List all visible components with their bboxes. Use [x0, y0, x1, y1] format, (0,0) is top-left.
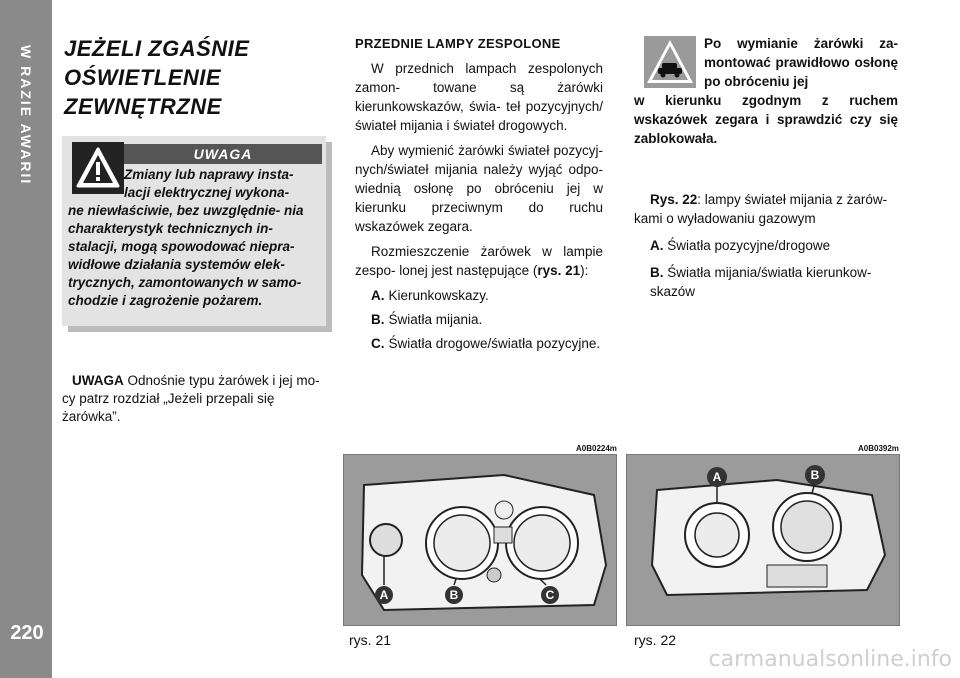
callout-a: A [712, 470, 722, 484]
figure-label: rys. 22 [634, 632, 677, 648]
warning-text [68, 166, 322, 310]
list-item: C. Światła drogowe/światła pozycyjne. [371, 336, 601, 351]
list-item: A. Światła pozycyjne/drogowe [650, 238, 831, 253]
figure-code: A0B0392m [858, 444, 899, 453]
notice-section [634, 34, 898, 154]
warning-lead: Zmiany lub naprawy insta- lacji elektrycznej wykona- [124, 167, 294, 200]
paragraph-2: Aby wymienić żarówki świateł pozycyj- nych/świateł mijania należy wyjąć odpo- wiednią osłonę po obróceniu jej w kierunku przeciwnym do ruchu wskazówek zegara. [355, 143, 603, 234]
car-on-ramp-icon [644, 36, 696, 88]
title-line-1: JEŻELI ZGAŚNIE [64, 36, 250, 61]
callout-b: B [449, 588, 459, 602]
callout-c: C [545, 588, 555, 602]
section-title: W RAZIE AWARII [18, 45, 34, 186]
title-line-3: ZEWNĘTRZNE [64, 94, 222, 119]
note-paragraph [62, 372, 332, 426]
headlamp-figure-22 [626, 454, 900, 626]
warning-title: UWAGA [124, 144, 322, 164]
note-label: UWAGA [72, 373, 124, 388]
page-number: 220 [10, 622, 44, 644]
callout-a: A [379, 588, 389, 602]
figure-code: A0B0224m [576, 444, 617, 453]
title-line-2: OŚWIETLENIE [64, 65, 222, 90]
list-item: B. Światła mijania/światła kierunkow- skazów [650, 265, 872, 299]
section-subtitle: PRZEDNIE LAMPY ZESPOLONE [355, 36, 561, 51]
sidebar [0, 0, 52, 678]
notice-text: Po wymianie żarówki za- montować prawidłowo osłonę po obróceniu jej w kierunku zgodnym z ruchem wskazówek zegara i sprawdzić czy się zablokowała. [634, 36, 898, 146]
note-text: Odnośnie typu żarówek i jej mo- cy patrz rozdział „Jeżeli przepali się żarówka”. [62, 373, 320, 424]
watermark: carmanualsonline.info [708, 647, 952, 672]
figure-label: rys. 21 [349, 632, 392, 648]
figure-ref: rys. 21 [537, 263, 581, 278]
warning-rest: ne niewłaściwie, bez uwzględnie- nia charakterystyk technicznych in- stalacji, mogą spowodować niepra- widłowe działania systemów elek- trycznych, zamontowanych w samo- chodzie i zagrożenie pożarem. [68, 203, 304, 308]
page-title [64, 34, 294, 121]
headlamp-figure-21 [343, 454, 617, 626]
figure-22-caption: Rys. 22: lampy świateł mijania z żarów- kami o wyładowaniu gazowym A. Światła pozycyjne/drogowe B. Światła mijania/światła kierunkow- skazów [634, 190, 898, 309]
warning-box [62, 136, 326, 326]
front-lamps-section [355, 34, 603, 358]
list-item: B. Światła mijania. [371, 312, 483, 327]
figure-ref: Rys. 22 [650, 192, 698, 207]
list-item: A. Kierunkowskazy. [371, 288, 489, 303]
callout-b: B [810, 468, 820, 482]
paragraph-3: Rozmieszczenie żarówek w lampie zespo- lonej jest następujące (rys. 21): [355, 244, 603, 278]
paragraph-1: W przednich lampach zespolonych zamon- towane są żarówki kierunkowskazów, świa- teł pozycyjnych/świateł mijania i świateł drogowych. [355, 61, 603, 133]
